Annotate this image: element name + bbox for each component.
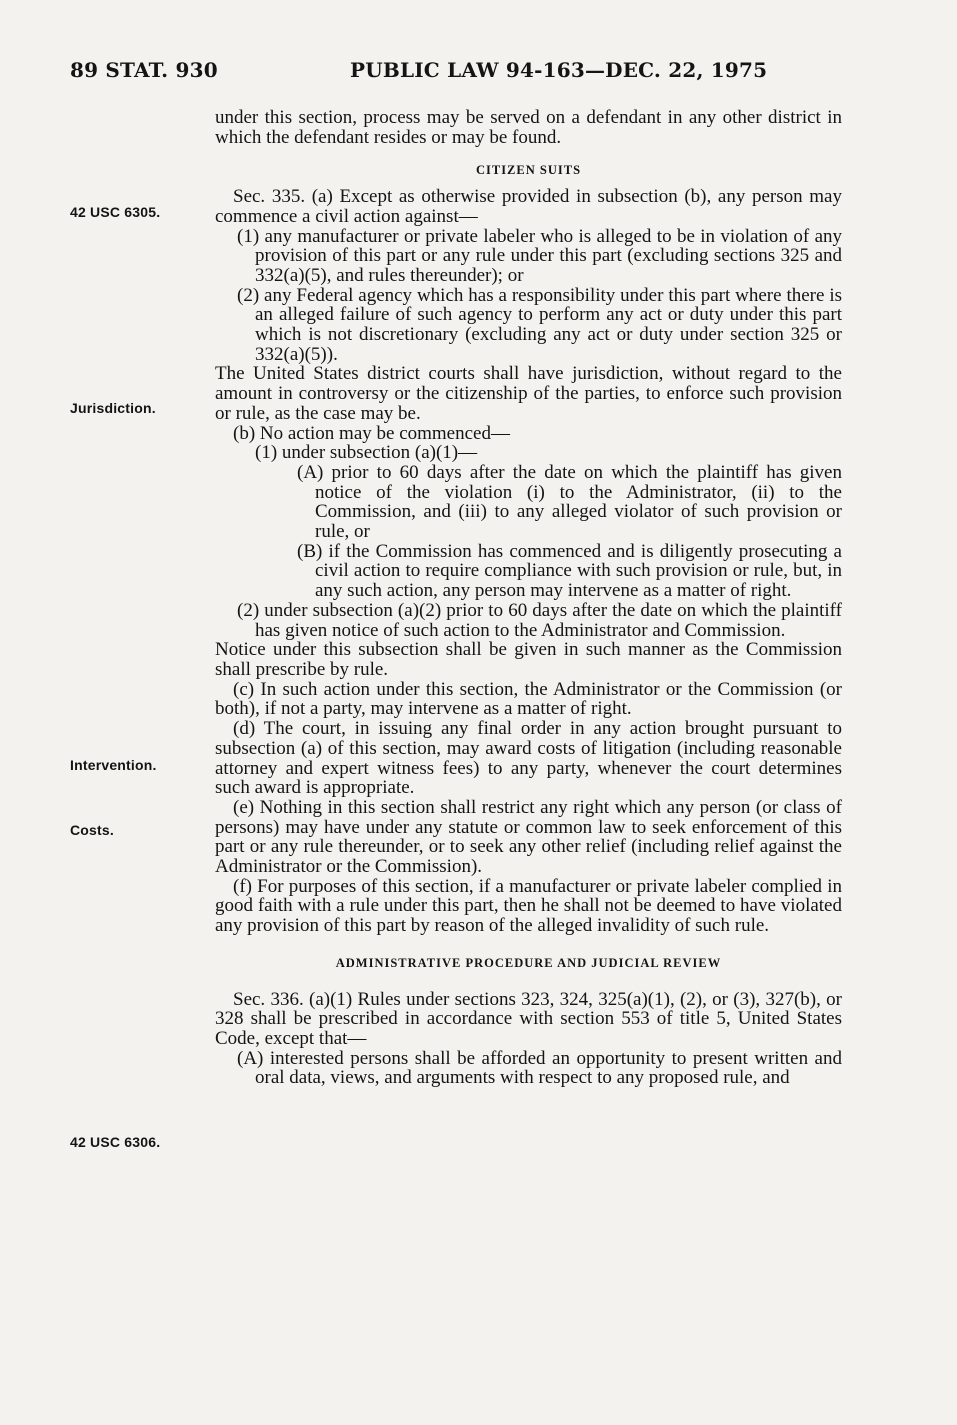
sec-335-b-2: (2) under subsection (a)(2) prior to 60 days after the date on which the plaintiff has given notice of such action to the Administrator and Commission. xyxy=(237,599,842,641)
page-running-title: PUBLIC LAW 94-163—DEC. 22, 1975 xyxy=(350,58,768,82)
margin-note-costs: Costs. xyxy=(70,822,114,838)
heading-citizen-suits: CITIZEN SUITS xyxy=(475,163,582,178)
statute-body-text xyxy=(215,108,842,1088)
margin-note-citation-6305: 42 USC 6305. xyxy=(70,204,161,220)
intro-paragraph: under this section, process may be served on a defendant in any other district in which the defendant resides or may be found. xyxy=(215,107,842,148)
sec-335-b-1-B: (B) if the Commission has commenced and is diligently prosecuting a civil action to require compliance with such provision or rule, but, in any such action, any person may intervene as a matter of right. xyxy=(297,540,842,602)
sec-335-b: (b) No action may be commenced— xyxy=(233,422,510,444)
sec-335-f: (f) For purposes of this section, if a manufacturer or private labeler complied in good faith with a rule under this part, then he shall not be deemed to have violated any provision of this part by reason of the alleged invalidity of such rule. xyxy=(215,875,842,937)
sec-336-a-1: Sec. 336. (a)(1) Rules under sections 323, 324, 325(a)(1), (2), or (3), 327(b), or 328 shall be prescribed in accordance with section 553 of title 5, United States Code, except that— xyxy=(215,988,842,1049)
sec-335-a-1: (1) any manufacturer or private labeler who is alleged to be in violation of any provision of this part or any rule under this part (excluding sections 325 and 332(a)(5), and rules thereunder); or xyxy=(237,225,842,286)
heading-administrative-procedure: ADMINISTRATIVE PROCEDURE AND JUDICIAL REVIEW xyxy=(335,955,722,970)
notice-paragraph: Notice under this subsection shall be given in such manner as the Commission shall prescribe by rule. xyxy=(215,639,842,680)
sec-335-b-1-A: (A) prior to 60 days after the date on which the plaintiff has given notice of the violation (i) to the Administrator, (ii) to the Commission, and (iii) to any alleged violator of such provision or rule, or xyxy=(297,461,842,543)
margin-note-citation-6306: 42 USC 6306. xyxy=(70,1134,161,1150)
sec-335-d: (d) The court, in issuing any final order in any action brought pursuant to subsection (a) of this section, may award costs of litigation (including reasonable attorney and expert witness fees) to any party, whenever the court determines such award is appropriate. xyxy=(215,718,842,799)
jurisdiction-paragraph: The United States district courts shall have jurisdiction, without regard to the amount in controversy or the citizenship of the parties, to enforce such provision or rule, as the case may be. xyxy=(215,363,842,424)
sec-335-e: (e) Nothing in this section shall restrict any right which any person (or class of persons) may have under any statute or common law to seek enforcement of this part or any rule thereunder, or to seek any other relief (including relief against the Administrator or the Commission). xyxy=(215,796,842,878)
sec-335-a: Sec. 335. (a) Except as otherwise provided in subsection (b), any person may commence a civil action against— xyxy=(215,186,842,227)
margin-note-jurisdiction: Jurisdiction. xyxy=(70,400,156,416)
sec-335-b-1: (1) under subsection (a)(1)— xyxy=(255,442,478,464)
sec-335-c: (c) In such action under this section, the Administrator or the Commission (or both), if not a party, may intervene as a matter of right. xyxy=(215,678,842,720)
sec-336-a-1-A: (A) interested persons shall be afforded an opportunity to present written and oral data, views, and arguments with respect to any proposed rule, and xyxy=(237,1047,842,1089)
sec-335-a-2: (2) any Federal agency which has a responsibility under this part where there is an alleged failure of such agency to perform any act or duty under this part which is not discretionary (excluding any act or duty under section 325 or 332(a)(5)). xyxy=(237,284,842,365)
margin-note-intervention: Intervention. xyxy=(70,757,157,773)
statute-page-reference: 89 STAT. 930 xyxy=(70,58,218,82)
